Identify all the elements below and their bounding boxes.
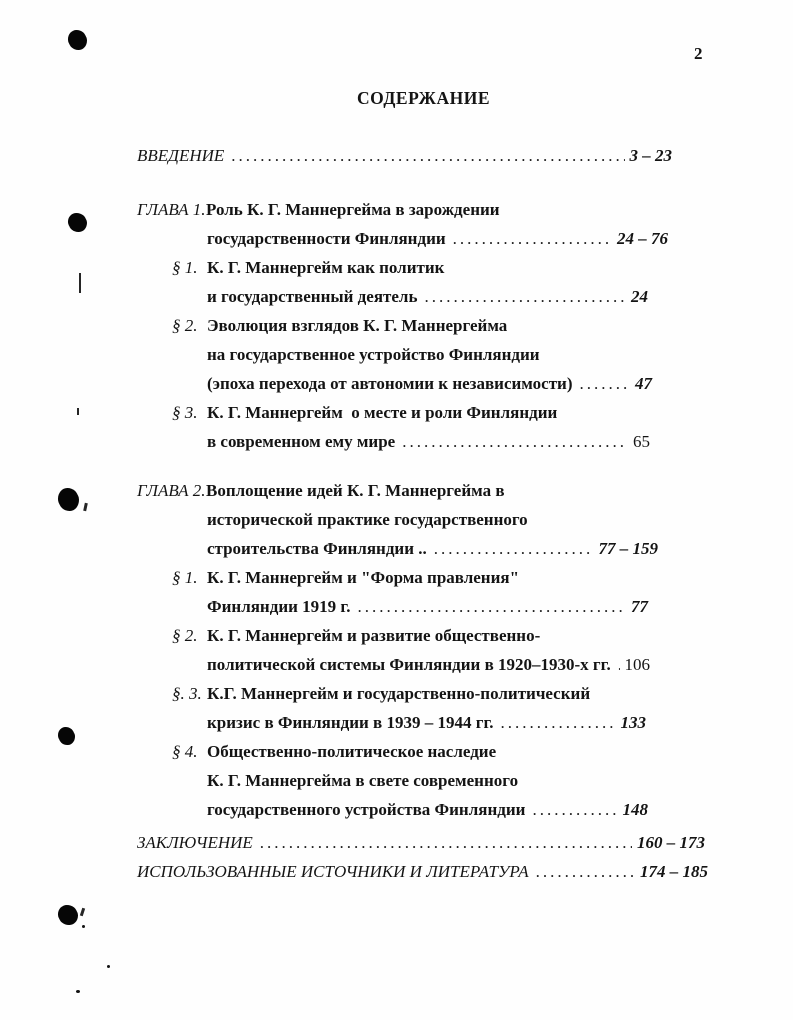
entry-text: и государственный деятель <box>207 287 418 306</box>
entry-text: Воплощение идей К. Г. Маннергейма в <box>206 481 505 500</box>
dot-leader <box>453 224 612 253</box>
toc-entry-ch2-par1 <box>137 563 710 592</box>
page-range: 65 <box>633 432 650 451</box>
dot-leader <box>536 857 635 886</box>
page-range: 133 <box>620 713 646 732</box>
page-range: 106 <box>624 655 650 674</box>
entry-text: на государственное устройство Финляндии <box>207 345 540 364</box>
dot-leader <box>357 592 626 621</box>
toc-entry-ch1-par3 <box>137 398 710 427</box>
toc-entry-ch1-par1 <box>137 253 710 282</box>
ink-blob <box>58 727 74 743</box>
toc-entry-sources <box>137 857 710 886</box>
entry-text: К.Г. Маннергейм и государственно-политический <box>207 684 591 703</box>
page-range: 148 <box>622 800 648 819</box>
toc-entry-chapter-1 <box>137 195 710 224</box>
entry-text: кризис в Финляндии в 1939 – 1944 гг. <box>207 713 494 732</box>
entry-text: К. Г. Маннергейм как политик <box>207 258 445 277</box>
entry-text: в современном ему мире <box>207 432 396 451</box>
toc-entry-ch2-par4-cont1 <box>137 766 710 795</box>
entry-marker: § 4. <box>172 742 198 761</box>
entry-text: Финляндии 1919 г. <box>207 597 351 616</box>
entry-text: строительства Финляндии .. <box>207 539 427 558</box>
entry-marker: § 2. <box>172 316 198 335</box>
page-range: 24 <box>631 287 648 306</box>
ink-blob <box>58 488 78 509</box>
entry-text: К. Г. Маннергейма в свете современного <box>207 771 519 790</box>
ink-blob <box>68 213 86 230</box>
ink-speck <box>83 503 88 511</box>
ink-speck <box>82 925 85 928</box>
toc-entry-ch1-par2-cont2 <box>137 369 710 398</box>
toc-entry-ch2-par4 <box>137 737 710 766</box>
toc-entry-ch2-par1-cont <box>137 592 710 621</box>
entry-label: ИСПОЛЬЗОВАННЫЕ ИСТОЧНИКИ И ЛИТЕРАТУРА <box>137 862 529 881</box>
dot-leader <box>501 708 616 737</box>
toc-entry-chapter-1-cont <box>137 224 710 253</box>
dot-leader <box>402 427 628 456</box>
entry-text: исторической практике государственного <box>207 510 528 529</box>
entry-label: ЗАКЛЮЧЕНИЕ <box>137 833 253 852</box>
toc-entry-chapter-2 <box>137 476 710 505</box>
page-range: 77 – 159 <box>598 539 658 558</box>
entry-text: государственности Финляндии <box>207 229 446 248</box>
entry-marker: ГЛАВА 1. <box>137 200 206 219</box>
page-range: 174 – 185 <box>640 862 708 881</box>
toc-entry-ch1-par1-cont <box>137 282 710 311</box>
entry-marker: § 2. <box>172 626 198 645</box>
entry-text: К. Г. Маннергейм о месте и роли Финляндии <box>207 403 558 422</box>
table-of-contents <box>137 141 710 886</box>
dot-leader <box>260 828 632 857</box>
toc-entry-ch1-par2 <box>137 311 710 340</box>
toc-entry-ch2-par2-cont <box>137 650 710 679</box>
page-number: 2 <box>694 44 703 63</box>
entry-text: (эпоха перехода от автономии к независимости) <box>207 374 573 393</box>
toc-entry-ch2-par3 <box>137 679 710 708</box>
ink-blob <box>68 30 86 48</box>
page-title: СОДЕРЖАНИЕ <box>356 88 490 108</box>
ink-speck <box>76 990 80 993</box>
entry-text: К. Г. Маннергейм и развитие общественно- <box>207 626 541 645</box>
entry-marker: §. 3. <box>172 684 202 703</box>
dot-leader <box>580 369 630 398</box>
ink-speck <box>77 408 79 415</box>
toc-entry-chapter-2-cont1 <box>137 505 710 534</box>
dot-leader <box>434 534 594 563</box>
toc-entry-ch1-par3-cont <box>137 427 710 456</box>
toc-entry-introduction <box>137 141 710 170</box>
toc-entry-ch2-par3-cont <box>137 708 710 737</box>
page-range: 24 – 76 <box>617 229 668 248</box>
ink-blob <box>58 905 77 923</box>
entry-text: государственного устройства Финляндии <box>207 800 526 819</box>
entry-text: Роль К. Г. Маннергейма в зарождении <box>206 200 500 219</box>
dot-leader <box>532 795 617 824</box>
page-range: 160 – 173 <box>637 833 705 852</box>
entry-marker: § 3. <box>172 403 198 422</box>
ink-speck <box>80 908 85 917</box>
dot-leader <box>424 282 626 311</box>
page-range: 3 – 23 <box>629 146 672 165</box>
toc-entry-ch2-par4-cont2 <box>137 795 710 824</box>
entry-text: Эволюция взглядов К. Г. Маннергейма <box>207 316 508 335</box>
ink-speck <box>107 965 110 968</box>
entry-label: ВВЕДЕНИЕ <box>137 146 225 165</box>
entry-text: политической системы Финляндии в 1920–1930-х гг. <box>207 655 611 674</box>
page-range: 47 <box>635 374 652 393</box>
entry-marker: § 1. <box>172 568 198 587</box>
entry-text: К. Г. Маннергейм и "Форма правления" <box>207 568 520 587</box>
page-range: 77 <box>631 597 648 616</box>
dot-leader <box>618 650 620 679</box>
toc-entry-ch1-par2-cont1 <box>137 340 710 369</box>
entry-marker: § 1. <box>172 258 198 277</box>
toc-entry-conclusion <box>137 828 710 857</box>
entry-text: Общественно-политическое наследие <box>207 742 497 761</box>
dot-leader <box>231 141 624 170</box>
toc-entry-ch2-par2 <box>137 621 710 650</box>
pen-tick-mark <box>79 273 81 293</box>
toc-entry-chapter-2-cont2 <box>137 534 710 563</box>
entry-marker: ГЛАВА 2. <box>137 481 206 500</box>
